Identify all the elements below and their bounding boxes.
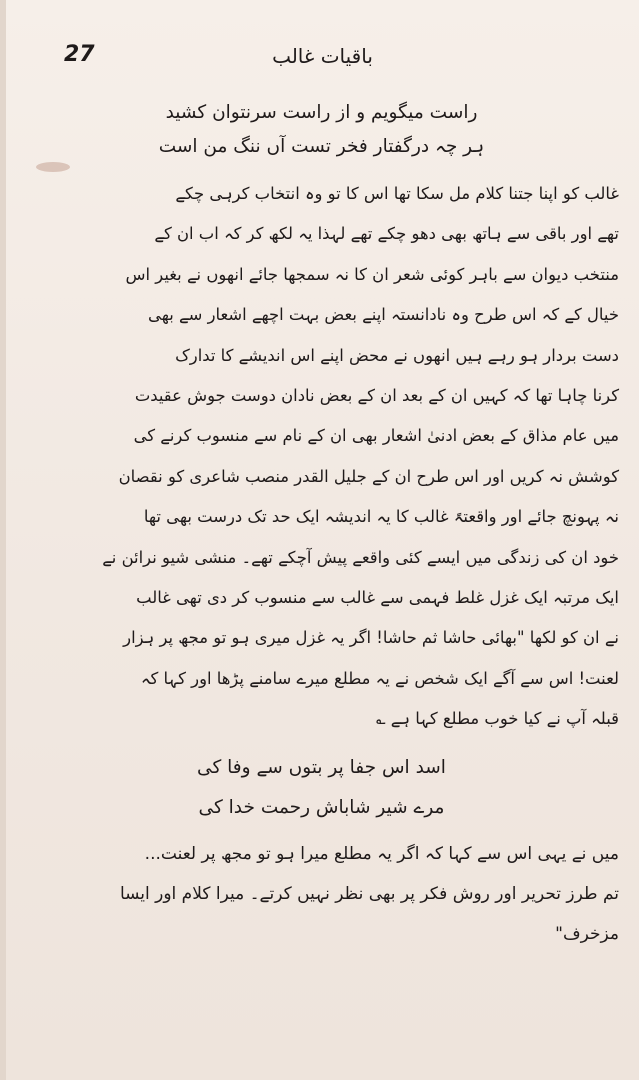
- page-number: 27: [64, 42, 95, 67]
- quoted-verse-line: اسد اس جفا پر بتوں سے وفا کی: [197, 756, 446, 778]
- prose-line: منتخب دیوان سے باہر کوئی شعر ان کا نہ سمجھا جائے انھوں نے بغیر اس: [125, 264, 619, 284]
- prose-line: دست بردار ہو رہے ہیں انھوں نے محض اپنے اس اندیشے کا تدارک: [175, 345, 619, 365]
- opening-verse: [24, 96, 619, 164]
- prose-line: غالب کو اپنا جتنا کلام مل سکا تھا اس کا تو وہ انتخاب کرہی چکے: [175, 184, 619, 203]
- quoted-verse-line: مرے شیر شاباش رحمت خدا کی: [198, 796, 445, 818]
- quoted-verse: [24, 748, 619, 828]
- running-head: باقیات غالب: [272, 44, 373, 68]
- page-body: [24, 96, 619, 954]
- prose-line: کرنا چاہا تھا کہ کہیں ان کے بعد ان کے بعض نادان دوست جوش عقیدت: [134, 386, 619, 406]
- closing-line: تم طرز تحریر اور روش فکر پر بھی نظر نہیں کرتے۔ میرا کلام اور ایسا: [119, 883, 619, 904]
- prose-line: نے ان کو لکھا "بھائی حاشا ثم حاشا! اگر یہ غزل میری ہو تو مجھ پر ہزار: [123, 628, 619, 648]
- closing-line: مزخرف": [555, 923, 619, 944]
- prose-paragraph: [24, 174, 619, 740]
- prose-line: لعنت! اس سے آگے ایک شخص نے یہ مطلع میرے سامنے پڑھا اور کہا کہ: [140, 668, 619, 688]
- prose-line: قبلہ آپ نے کیا خوب مطلع کہا ہے ؎: [375, 709, 619, 729]
- prose-line: ایک مرتبہ ایک غزل غلط فہمی سے غالب سے منسوب کر دی تھی غالب: [136, 588, 619, 608]
- prose-line: تھے اور باقی سے ہاتھ بھی دھو چکے تھے لہذا یہ لکھ کر کہ اب ان کے: [154, 224, 619, 244]
- opening-verse-line: راست میگویم و از راست سرنتوان کشید: [165, 102, 478, 123]
- closing-line: میں نے یہی اس سے کہا کہ اگر یہ مطلع میرا ہو تو مجھ پر لعنت...: [144, 843, 619, 864]
- prose-line: خود ان کی زندگی میں ایسے کئی واقعے پیش آچکے تھے۔ منشی شیو نرائن نے: [102, 547, 619, 567]
- closing-paragraph: [24, 834, 619, 954]
- prose-line: نہ پہونچ جائے اور واقعتہً غالب کا یہ اندیشہ ایک حد تک درست بھی تھا: [143, 507, 619, 527]
- prose-line: میں عام مذاق کے بعض ادنیٰ اشعار بھی ان کے نام سے منسوب کرنے کی: [133, 426, 619, 446]
- opening-verse-line: ہر چہ درگفتار فخر تست آں ننگ من است: [158, 136, 485, 157]
- prose-line: خیال کے کہ اس طرح وہ نادانستہ اپنے بعض بہت اچھے اشعار سے بھی: [148, 305, 619, 325]
- prose-line: کوشش نہ کریں اور اس طرح ان کے جلیل القدر منصب شاعری کو نقصان: [118, 466, 619, 486]
